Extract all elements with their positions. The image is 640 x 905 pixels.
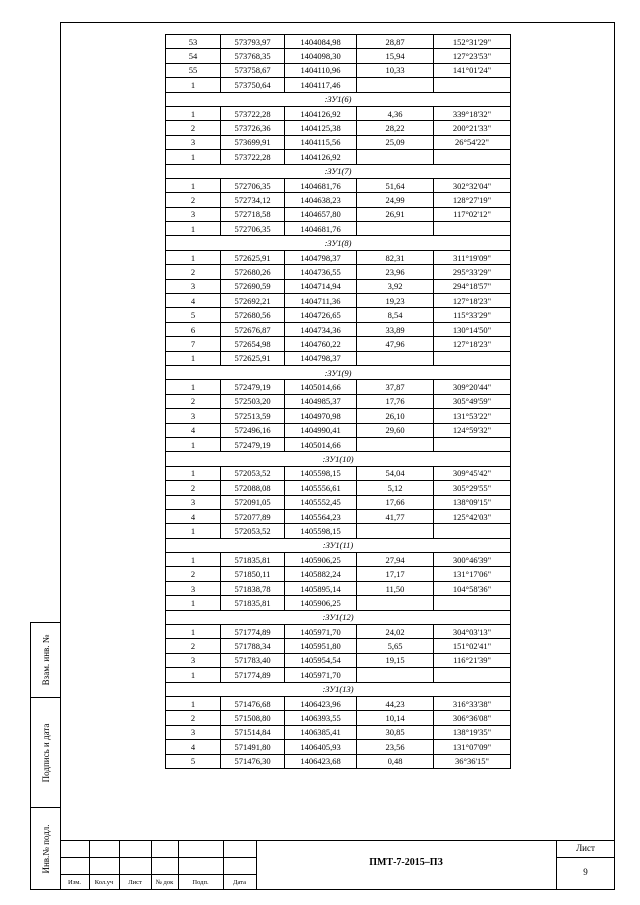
side-label-inv: Инв.№ подл. — [40, 823, 51, 874]
x-coordinate-cell: 572680,56 — [221, 308, 285, 322]
table-section-row — [166, 164, 511, 178]
table-row — [166, 596, 511, 610]
table-row — [166, 121, 511, 135]
y-coordinate-cell: 1404734,36 — [285, 322, 357, 336]
distance-cell — [357, 668, 434, 682]
direction-angle-cell: 117°02'12" — [434, 207, 511, 221]
x-coordinate-cell: 572053,52 — [221, 466, 285, 480]
direction-angle-cell: 309°20'44" — [434, 380, 511, 394]
stamp-label-kol: Кол.уч — [94, 879, 114, 886]
x-coordinate-cell: 571491,80 — [221, 740, 285, 754]
distance-cell — [357, 596, 434, 610]
side-stamp — [30, 622, 60, 890]
direction-angle-cell — [434, 222, 511, 236]
x-coordinate-cell: 573793,97 — [221, 35, 285, 49]
distance-cell: 33,89 — [357, 322, 434, 336]
direction-angle-cell — [434, 351, 511, 365]
point-number-cell: 1 — [166, 106, 221, 120]
stamp-label-izm: Изм. — [68, 879, 81, 886]
distance-cell: 51,64 — [357, 178, 434, 192]
y-coordinate-cell: 1404711,36 — [285, 294, 357, 308]
side-label-podpis: Подпись и дата — [40, 723, 51, 782]
distance-cell: 17,76 — [357, 394, 434, 408]
x-coordinate-cell: 572680,26 — [221, 265, 285, 279]
table-row — [166, 437, 511, 451]
section-label: :ЗУ1(10) — [166, 452, 511, 466]
point-number-cell: 2 — [166, 711, 221, 725]
stamp-row-line — [556, 857, 615, 858]
point-number-cell: 2 — [166, 567, 221, 581]
distance-cell: 10,14 — [357, 711, 434, 725]
direction-angle-cell — [434, 150, 511, 164]
x-coordinate-cell: 572053,52 — [221, 524, 285, 538]
distance-cell: 41,77 — [357, 509, 434, 523]
y-coordinate-cell: 1405556,61 — [285, 481, 357, 495]
point-number-cell: 1 — [166, 351, 221, 365]
distance-cell: 29,60 — [357, 423, 434, 437]
point-number-cell: 2 — [166, 481, 221, 495]
y-coordinate-cell: 1404098,30 — [285, 49, 357, 63]
y-coordinate-cell: 1404798,37 — [285, 250, 357, 264]
table-row — [166, 308, 511, 322]
point-number-cell: 5 — [166, 308, 221, 322]
x-coordinate-cell: 572690,59 — [221, 279, 285, 293]
x-coordinate-cell: 573722,28 — [221, 106, 285, 120]
sheet-number: 9 — [583, 867, 588, 877]
coordinates-table — [165, 34, 511, 769]
y-coordinate-cell: 1404681,76 — [285, 178, 357, 192]
table-row — [166, 725, 511, 739]
direction-angle-cell: 200°21'33" — [434, 121, 511, 135]
x-coordinate-cell: 571783,40 — [221, 653, 285, 667]
x-coordinate-cell: 573758,67 — [221, 63, 285, 77]
table-row — [166, 265, 511, 279]
y-coordinate-cell: 1404970,98 — [285, 409, 357, 423]
distance-cell: 24,99 — [357, 193, 434, 207]
stamp-label-podp: Подп. — [192, 879, 209, 886]
table-row — [166, 481, 511, 495]
direction-angle-cell: 151°02'41" — [434, 639, 511, 653]
direction-angle-cell: 127°23'53" — [434, 49, 511, 63]
table-section-row — [166, 236, 511, 250]
table-row — [166, 567, 511, 581]
x-coordinate-cell: 571835,81 — [221, 596, 285, 610]
point-number-cell: 1 — [166, 437, 221, 451]
y-coordinate-cell: 1405906,25 — [285, 596, 357, 610]
point-number-cell: 3 — [166, 409, 221, 423]
point-number-cell: 54 — [166, 49, 221, 63]
distance-cell: 30,85 — [357, 725, 434, 739]
point-number-cell: 1 — [166, 150, 221, 164]
y-coordinate-cell: 1405951,80 — [285, 639, 357, 653]
y-coordinate-cell: 1405564,23 — [285, 509, 357, 523]
x-coordinate-cell: 572692,21 — [221, 294, 285, 308]
x-coordinate-cell: 572625,91 — [221, 250, 285, 264]
y-coordinate-cell: 1404714,94 — [285, 279, 357, 293]
x-coordinate-cell: 572077,89 — [221, 509, 285, 523]
y-coordinate-cell: 1404681,76 — [285, 222, 357, 236]
section-label: :ЗУ1(12) — [166, 610, 511, 624]
y-coordinate-cell: 1406385,41 — [285, 725, 357, 739]
table-row — [166, 78, 511, 92]
point-number-cell: 4 — [166, 423, 221, 437]
table-row — [166, 193, 511, 207]
table-row — [166, 222, 511, 236]
y-coordinate-cell: 1404115,56 — [285, 135, 357, 149]
point-number-cell: 1 — [166, 668, 221, 682]
x-coordinate-cell: 571850,11 — [221, 567, 285, 581]
direction-angle-cell: 115°33'29" — [434, 308, 511, 322]
table-row — [166, 337, 511, 351]
y-coordinate-cell: 1405598,15 — [285, 466, 357, 480]
table-section-row — [166, 538, 511, 552]
y-coordinate-cell: 1405971,70 — [285, 668, 357, 682]
table-row — [166, 351, 511, 365]
direction-angle-cell: 300°46'39" — [434, 553, 511, 567]
direction-angle-cell: 116°21'39" — [434, 653, 511, 667]
direction-angle-cell — [434, 596, 511, 610]
direction-angle-cell: 316°33'38" — [434, 696, 511, 710]
distance-cell — [357, 222, 434, 236]
direction-angle-cell: 131°07'09" — [434, 740, 511, 754]
point-number-cell: 1 — [166, 222, 221, 236]
direction-angle-cell: 304°03'13" — [434, 625, 511, 639]
point-number-cell: 1 — [166, 524, 221, 538]
x-coordinate-cell: 572479,19 — [221, 437, 285, 451]
table-row — [166, 754, 511, 768]
direction-angle-cell: 294°18'57" — [434, 279, 511, 293]
side-label-vzam: Взам. инв. № — [40, 634, 51, 686]
x-coordinate-cell: 571476,30 — [221, 754, 285, 768]
table-row — [166, 394, 511, 408]
direction-angle-cell: 302°32'04" — [434, 178, 511, 192]
y-coordinate-cell: 1405906,25 — [285, 553, 357, 567]
x-coordinate-cell: 571508,80 — [221, 711, 285, 725]
x-coordinate-cell: 572654,98 — [221, 337, 285, 351]
x-coordinate-cell: 572734,12 — [221, 193, 285, 207]
direction-angle-cell — [434, 78, 511, 92]
point-number-cell: 3 — [166, 135, 221, 149]
x-coordinate-cell: 572718,58 — [221, 207, 285, 221]
distance-cell: 26,10 — [357, 409, 434, 423]
y-coordinate-cell: 1406393,55 — [285, 711, 357, 725]
x-coordinate-cell: 572706,35 — [221, 178, 285, 192]
point-number-cell: 3 — [166, 207, 221, 221]
point-number-cell: 4 — [166, 294, 221, 308]
point-number-cell: 5 — [166, 754, 221, 768]
x-coordinate-cell: 571835,81 — [221, 553, 285, 567]
x-coordinate-cell: 572088,08 — [221, 481, 285, 495]
y-coordinate-cell: 1404084,98 — [285, 35, 357, 49]
distance-cell — [357, 351, 434, 365]
stamp-label-list: Лист — [128, 879, 142, 886]
x-coordinate-cell: 572625,91 — [221, 351, 285, 365]
table-row — [166, 35, 511, 49]
direction-angle-cell: 127°18'23" — [434, 294, 511, 308]
distance-cell: 0,48 — [357, 754, 434, 768]
direction-angle-cell: 124°59'32" — [434, 423, 511, 437]
direction-angle-cell: 311°19'09" — [434, 250, 511, 264]
point-number-cell: 53 — [166, 35, 221, 49]
distance-cell: 4,36 — [357, 106, 434, 120]
table-section-row — [166, 682, 511, 696]
point-number-cell: 1 — [166, 553, 221, 567]
distance-cell: 23,56 — [357, 740, 434, 754]
distance-cell: 25,09 — [357, 135, 434, 149]
direction-angle-cell: 152°31'29" — [434, 35, 511, 49]
x-coordinate-cell: 572479,19 — [221, 380, 285, 394]
direction-angle-cell: 138°19'35" — [434, 725, 511, 739]
point-number-cell: 2 — [166, 639, 221, 653]
distance-cell: 44,23 — [357, 696, 434, 710]
point-number-cell: 2 — [166, 394, 221, 408]
direction-angle-cell: 128°27'19" — [434, 193, 511, 207]
distance-cell: 23,96 — [357, 265, 434, 279]
distance-cell: 17,66 — [357, 495, 434, 509]
x-coordinate-cell: 572513,59 — [221, 409, 285, 423]
y-coordinate-cell: 1406423,68 — [285, 754, 357, 768]
y-coordinate-cell: 1405971,70 — [285, 625, 357, 639]
y-coordinate-cell: 1404126,92 — [285, 150, 357, 164]
distance-cell: 19,15 — [357, 653, 434, 667]
section-label: :ЗУ1(8) — [166, 236, 511, 250]
direction-angle-cell: 104°58'36" — [434, 581, 511, 595]
point-number-cell: 2 — [166, 121, 221, 135]
distance-cell: 5,65 — [357, 639, 434, 653]
x-coordinate-cell: 572676,87 — [221, 322, 285, 336]
distance-cell: 19,23 — [357, 294, 434, 308]
direction-angle-cell: 26°54'22" — [434, 135, 511, 149]
table-row — [166, 49, 511, 63]
y-coordinate-cell: 1404638,23 — [285, 193, 357, 207]
section-label: :ЗУ1(9) — [166, 365, 511, 379]
y-coordinate-cell: 1405014,66 — [285, 437, 357, 451]
table-row — [166, 135, 511, 149]
distance-cell — [357, 524, 434, 538]
table-row — [166, 524, 511, 538]
table-row — [166, 409, 511, 423]
y-coordinate-cell: 1405598,15 — [285, 524, 357, 538]
y-coordinate-cell: 1405895,14 — [285, 581, 357, 595]
direction-angle-cell — [434, 437, 511, 451]
table-section-row — [166, 610, 511, 624]
direction-angle-cell — [434, 524, 511, 538]
point-number-cell: 3 — [166, 495, 221, 509]
table-row — [166, 380, 511, 394]
direction-angle-cell — [434, 668, 511, 682]
distance-cell: 17,17 — [357, 567, 434, 581]
sheet-label: Лист — [576, 843, 595, 853]
table-row — [166, 106, 511, 120]
x-coordinate-cell: 572496,16 — [221, 423, 285, 437]
point-number-cell: 7 — [166, 337, 221, 351]
direction-angle-cell: 36°36'15" — [434, 754, 511, 768]
distance-cell — [357, 150, 434, 164]
point-number-cell: 3 — [166, 279, 221, 293]
point-number-cell: 2 — [166, 265, 221, 279]
point-number-cell: 3 — [166, 581, 221, 595]
table-row — [166, 553, 511, 567]
x-coordinate-cell: 571514,84 — [221, 725, 285, 739]
point-number-cell: 55 — [166, 63, 221, 77]
x-coordinate-cell: 571774,89 — [221, 625, 285, 639]
y-coordinate-cell: 1405014,66 — [285, 380, 357, 394]
table-row — [166, 495, 511, 509]
distance-cell: 15,94 — [357, 49, 434, 63]
table-row — [166, 740, 511, 754]
y-coordinate-cell: 1404126,92 — [285, 106, 357, 120]
x-coordinate-cell: 572706,35 — [221, 222, 285, 236]
direction-angle-cell: 295°33'29" — [434, 265, 511, 279]
direction-angle-cell: 131°53'22" — [434, 409, 511, 423]
distance-cell: 26,91 — [357, 207, 434, 221]
y-coordinate-cell: 1406405,93 — [285, 740, 357, 754]
point-number-cell: 1 — [166, 596, 221, 610]
direction-angle-cell: 131°17'06" — [434, 567, 511, 581]
table-row — [166, 294, 511, 308]
x-coordinate-cell: 573768,35 — [221, 49, 285, 63]
y-coordinate-cell: 1404657,80 — [285, 207, 357, 221]
x-coordinate-cell: 572503,20 — [221, 394, 285, 408]
stamp-label-ndoc: № док — [155, 879, 174, 886]
distance-cell: 11,50 — [357, 581, 434, 595]
side-cell-inv — [31, 808, 60, 889]
y-coordinate-cell: 1404125,38 — [285, 121, 357, 135]
stamp-label-data: Дата — [233, 879, 246, 886]
table-row — [166, 207, 511, 221]
table-row — [166, 423, 511, 437]
table-row — [166, 696, 511, 710]
distance-cell: 28,87 — [357, 35, 434, 49]
direction-angle-cell: 306°36'08" — [434, 711, 511, 725]
distance-cell: 82,31 — [357, 250, 434, 264]
table-row — [166, 150, 511, 164]
table-section-row — [166, 92, 511, 106]
direction-angle-cell: 309°45'42" — [434, 466, 511, 480]
distance-cell: 54,04 — [357, 466, 434, 480]
table-row — [166, 178, 511, 192]
section-label: :ЗУ1(6) — [166, 92, 511, 106]
x-coordinate-cell: 573722,28 — [221, 150, 285, 164]
point-number-cell: 4 — [166, 740, 221, 754]
x-coordinate-cell: 573699,91 — [221, 135, 285, 149]
table-row — [166, 322, 511, 336]
y-coordinate-cell: 1404760,22 — [285, 337, 357, 351]
section-label: :ЗУ1(11) — [166, 538, 511, 552]
y-coordinate-cell: 1404736,55 — [285, 265, 357, 279]
side-cell-vzam — [31, 623, 60, 698]
coordinates-table-body — [166, 35, 511, 769]
section-label: :ЗУ1(7) — [166, 164, 511, 178]
x-coordinate-cell: 573726,36 — [221, 121, 285, 135]
y-coordinate-cell: 1405552,45 — [285, 495, 357, 509]
y-coordinate-cell: 1404110,96 — [285, 63, 357, 77]
point-number-cell: 3 — [166, 653, 221, 667]
distance-cell: 5,12 — [357, 481, 434, 495]
side-cell-podpis — [31, 698, 60, 808]
direction-angle-cell: 141°01'24" — [434, 63, 511, 77]
y-coordinate-cell: 1406423,96 — [285, 696, 357, 710]
stamp-row-line — [60, 874, 256, 875]
point-number-cell: 1 — [166, 78, 221, 92]
document-code: ПМТ-7-2015–ПЗ — [369, 857, 443, 868]
table-row — [166, 711, 511, 725]
distance-cell: 27,94 — [357, 553, 434, 567]
y-coordinate-cell: 1404990,41 — [285, 423, 357, 437]
distance-cell: 10,33 — [357, 63, 434, 77]
table-row — [166, 279, 511, 293]
point-number-cell: 3 — [166, 725, 221, 739]
direction-angle-cell: 305°49'59" — [434, 394, 511, 408]
point-number-cell: 1 — [166, 625, 221, 639]
direction-angle-cell: 339°18'32" — [434, 106, 511, 120]
distance-cell: 47,96 — [357, 337, 434, 351]
direction-angle-cell: 125°42'03" — [434, 509, 511, 523]
stamp-row-line — [60, 857, 256, 858]
direction-angle-cell: 130°14'50" — [434, 322, 511, 336]
point-number-cell: 1 — [166, 380, 221, 394]
distance-cell — [357, 437, 434, 451]
table-section-row — [166, 365, 511, 379]
table-row — [166, 63, 511, 77]
point-number-cell: 1 — [166, 178, 221, 192]
x-coordinate-cell: 571838,78 — [221, 581, 285, 595]
table-row — [166, 509, 511, 523]
y-coordinate-cell: 1405882,24 — [285, 567, 357, 581]
x-coordinate-cell: 571476,68 — [221, 696, 285, 710]
table-row — [166, 466, 511, 480]
point-number-cell: 4 — [166, 509, 221, 523]
distance-cell: 8,54 — [357, 308, 434, 322]
direction-angle-cell: 138°09'15" — [434, 495, 511, 509]
table-row — [166, 668, 511, 682]
y-coordinate-cell: 1405954,54 — [285, 653, 357, 667]
direction-angle-cell: 127°18'23" — [434, 337, 511, 351]
title-block — [60, 840, 615, 890]
distance-cell: 28,22 — [357, 121, 434, 135]
point-number-cell: 2 — [166, 193, 221, 207]
x-coordinate-cell: 572091,05 — [221, 495, 285, 509]
point-number-cell: 1 — [166, 250, 221, 264]
point-number-cell: 1 — [166, 466, 221, 480]
x-coordinate-cell: 571774,89 — [221, 668, 285, 682]
section-label: :ЗУ1(13) — [166, 682, 511, 696]
y-coordinate-cell: 1404985,37 — [285, 394, 357, 408]
distance-cell: 3,92 — [357, 279, 434, 293]
direction-angle-cell: 305°29'55" — [434, 481, 511, 495]
table-section-row — [166, 452, 511, 466]
table-row — [166, 581, 511, 595]
table-row — [166, 653, 511, 667]
distance-cell: 24,02 — [357, 625, 434, 639]
y-coordinate-cell: 1404798,37 — [285, 351, 357, 365]
table-row — [166, 625, 511, 639]
distance-cell: 37,87 — [357, 380, 434, 394]
y-coordinate-cell: 1404117,46 — [285, 78, 357, 92]
point-number-cell: 6 — [166, 322, 221, 336]
table-row — [166, 639, 511, 653]
table-row — [166, 250, 511, 264]
x-coordinate-cell: 573750,64 — [221, 78, 285, 92]
distance-cell — [357, 78, 434, 92]
y-coordinate-cell: 1404726,65 — [285, 308, 357, 322]
x-coordinate-cell: 571788,34 — [221, 639, 285, 653]
point-number-cell: 1 — [166, 696, 221, 710]
